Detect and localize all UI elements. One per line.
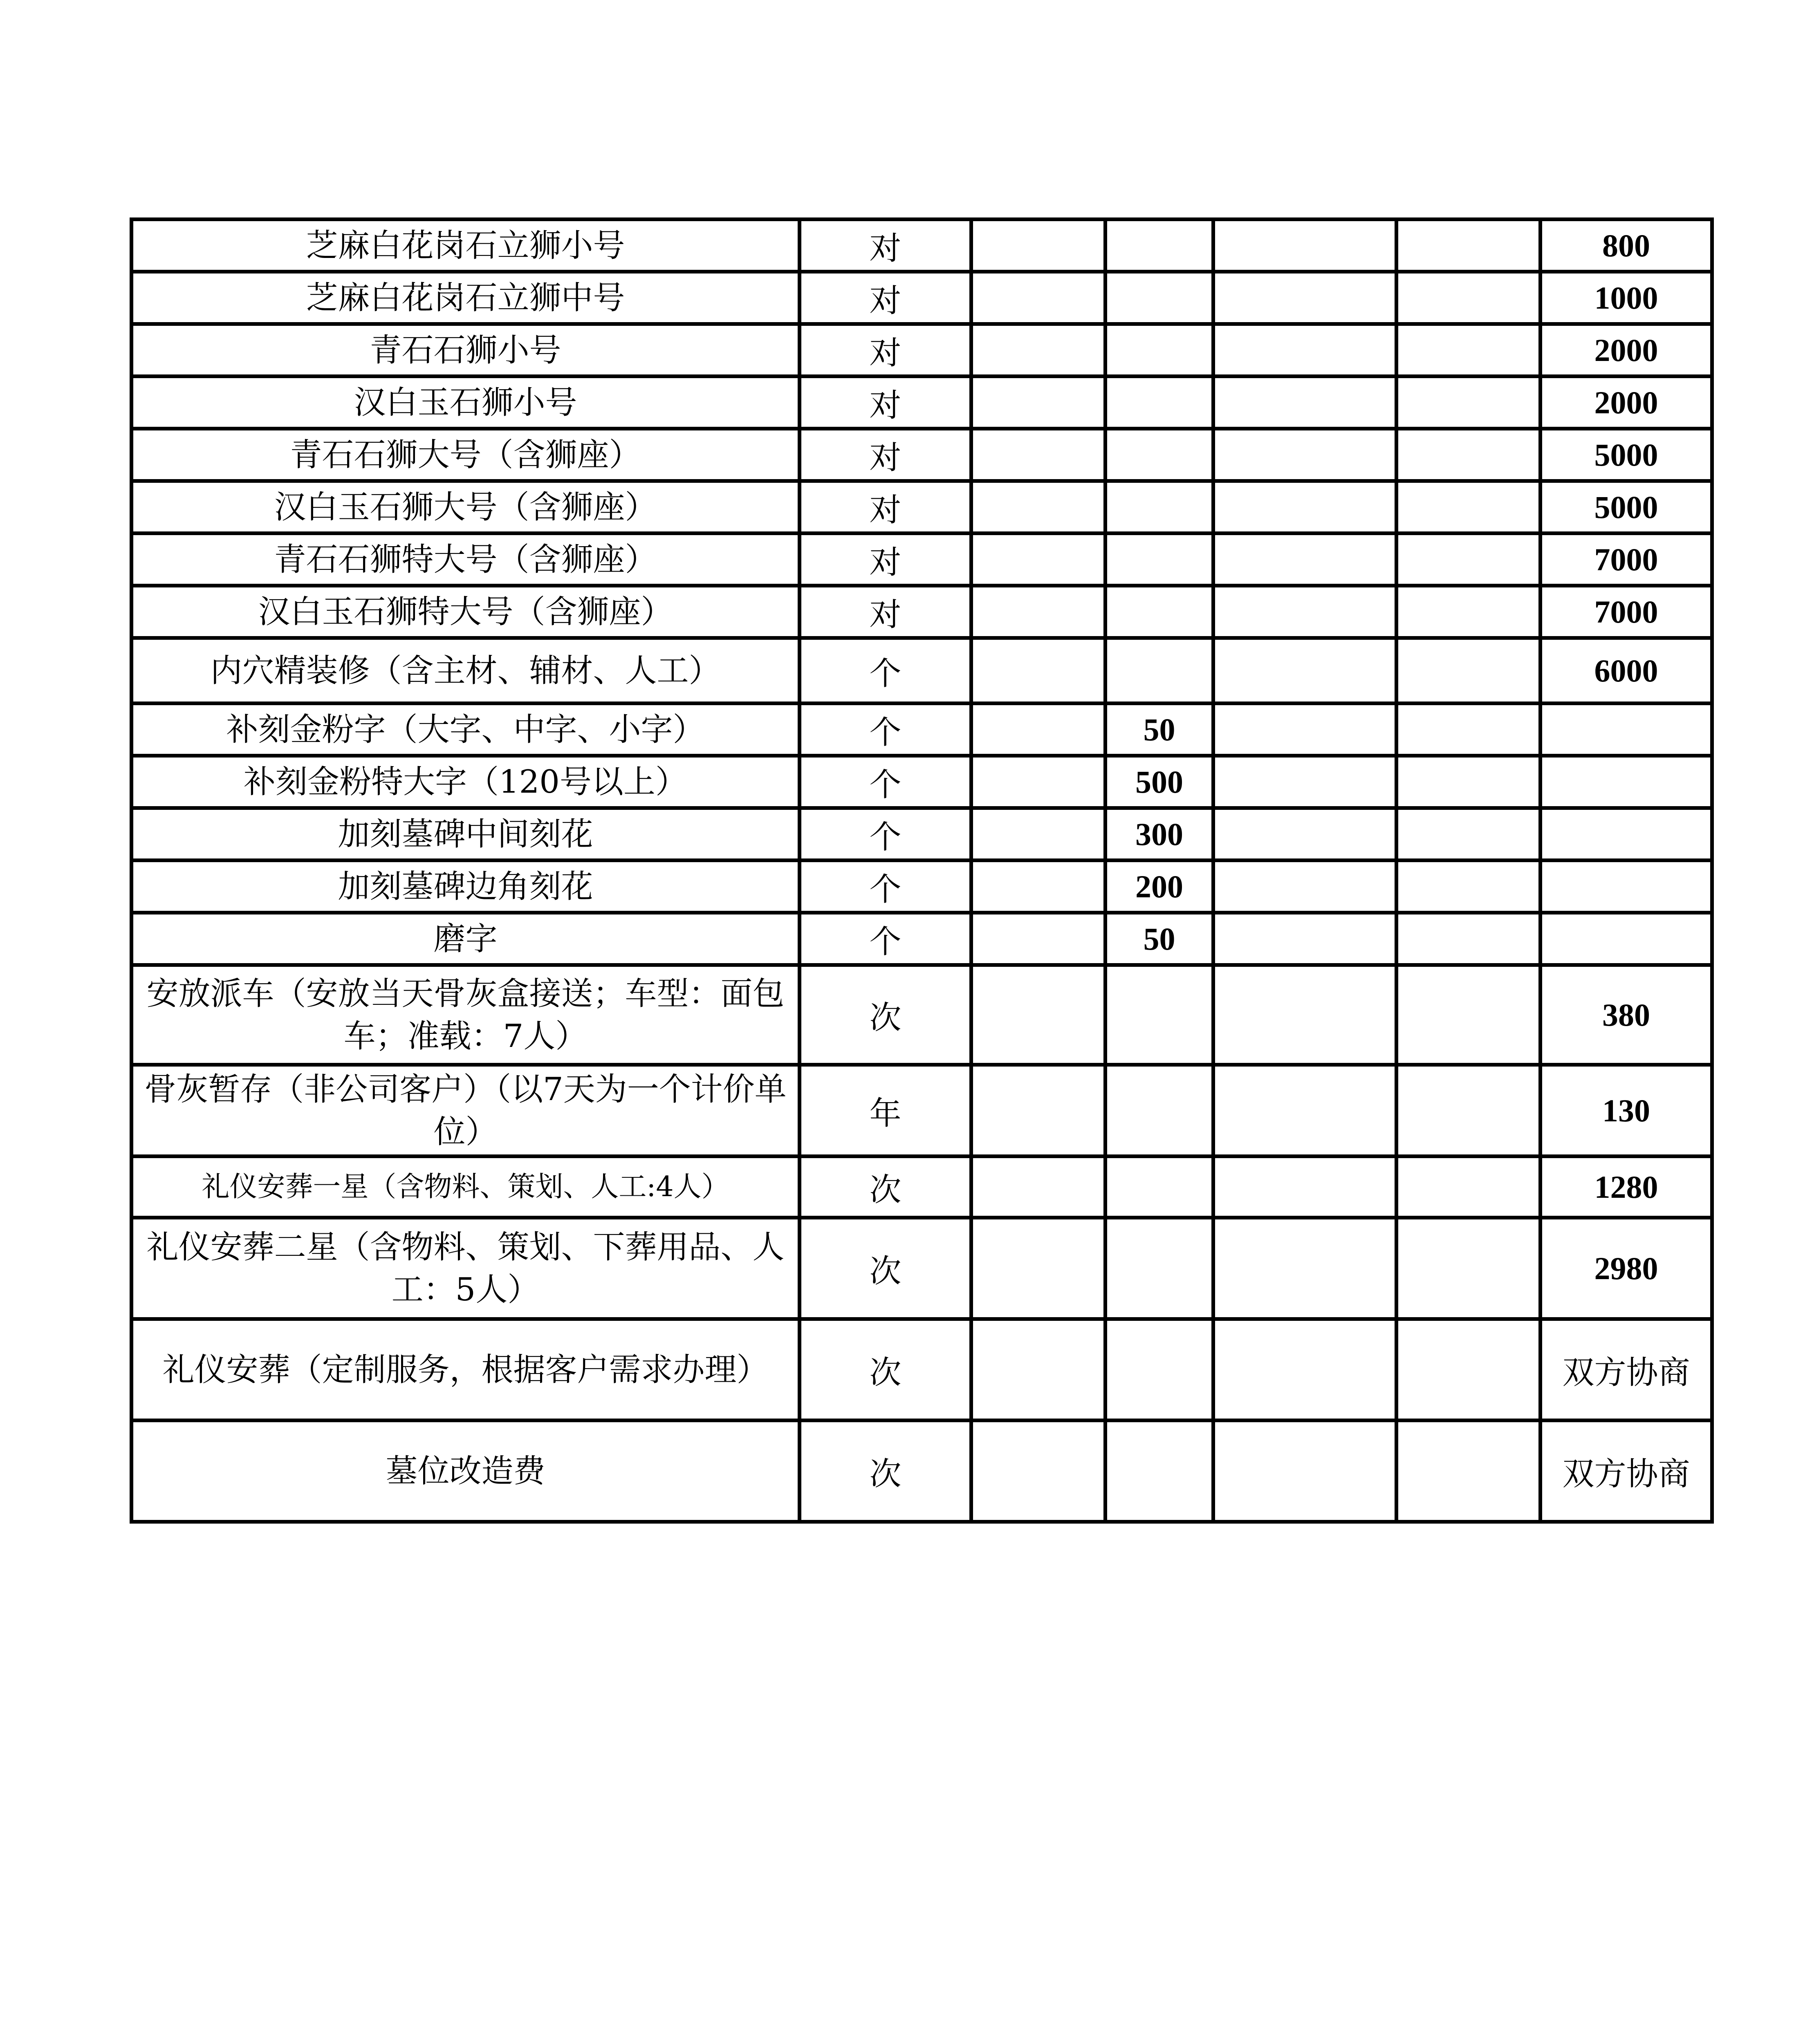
value-cell	[1397, 586, 1541, 638]
value-cell	[1213, 1421, 1397, 1522]
value-cell	[1397, 324, 1541, 377]
item-cell: 汉白玉石狮大号（含狮座）	[132, 481, 800, 533]
table-row	[132, 324, 1712, 377]
value-cell	[971, 965, 1106, 1065]
price-cell: 2000	[1541, 324, 1712, 377]
value-cell	[971, 1065, 1106, 1156]
table-row	[132, 638, 1712, 704]
value-cell	[971, 429, 1106, 481]
value-cell	[1106, 220, 1213, 272]
unit-cell: 次	[800, 965, 971, 1065]
value-cell	[1397, 913, 1541, 965]
item-cell: 加刻墓碑边角刻花	[132, 861, 800, 913]
table-row	[132, 1319, 1712, 1421]
value-cell	[1106, 1065, 1213, 1156]
item-cell: 汉白玉石狮小号	[132, 377, 800, 429]
value-cell	[1397, 965, 1541, 1065]
item-cell: 骨灰暂存（非公司客户）（以7天为一个计价单位）	[132, 1065, 800, 1156]
price-cell: 800	[1541, 220, 1712, 272]
value-cell	[1397, 533, 1541, 586]
item-cell: 礼仪安葬二星（含物料、策划、下葬用品、人工：5人）	[132, 1218, 800, 1319]
table-row	[132, 272, 1712, 324]
value-cell	[1397, 1065, 1541, 1156]
value-cell	[1397, 220, 1541, 272]
value-cell	[1106, 1218, 1213, 1319]
unit-cell: 次	[800, 1421, 971, 1522]
price-cell	[1541, 861, 1712, 913]
value-cell	[971, 1319, 1106, 1421]
value-cell	[971, 377, 1106, 429]
value-cell	[1397, 861, 1541, 913]
value-cell	[971, 913, 1106, 965]
price-cell: 2000	[1541, 377, 1712, 429]
item-cell: 安放派车（安放当天骨灰盒接送；车型：面包车；准载：7人）	[132, 965, 800, 1065]
value-cell	[1213, 324, 1397, 377]
value-cell	[1213, 1218, 1397, 1319]
price-cell: 380	[1541, 965, 1712, 1065]
item-cell: 内穴精装修（含主材、辅材、人工）	[132, 638, 800, 704]
value-cell	[1397, 1156, 1541, 1218]
value-cell	[1213, 861, 1397, 913]
price-cell: 7000	[1541, 586, 1712, 638]
table-row	[132, 756, 1712, 808]
value-cell: 500	[1106, 756, 1213, 808]
unit-cell: 个	[800, 756, 971, 808]
value-cell	[971, 756, 1106, 808]
value-cell	[1397, 704, 1541, 756]
unit-cell: 对	[800, 481, 971, 533]
unit-cell: 个	[800, 704, 971, 756]
value-cell	[1397, 377, 1541, 429]
value-cell	[1397, 481, 1541, 533]
price-cell: 6000	[1541, 638, 1712, 704]
item-cell: 青石石狮特大号（含狮座）	[132, 533, 800, 586]
value-cell	[971, 861, 1106, 913]
price-cell: 1000	[1541, 272, 1712, 324]
table-row	[132, 429, 1712, 481]
price-table	[130, 217, 1714, 1524]
value-cell	[1106, 965, 1213, 1065]
value-cell	[1106, 377, 1213, 429]
price-cell: 1280	[1541, 1156, 1712, 1218]
item-cell: 青石石狮大号（含狮座）	[132, 429, 800, 481]
value-cell	[971, 586, 1106, 638]
value-cell	[971, 324, 1106, 377]
value-cell	[971, 808, 1106, 861]
price-cell: 双方协商	[1541, 1421, 1712, 1522]
value-cell: 300	[1106, 808, 1213, 861]
item-cell: 青石石狮小号	[132, 324, 800, 377]
table-row	[132, 1065, 1712, 1156]
price-cell: 5000	[1541, 429, 1712, 481]
value-cell	[1397, 1218, 1541, 1319]
value-cell	[1397, 1421, 1541, 1522]
table-row	[132, 1156, 1712, 1218]
value-cell	[971, 1421, 1106, 1522]
value-cell	[1106, 1421, 1213, 1522]
table-row	[132, 586, 1712, 638]
value-cell	[1213, 808, 1397, 861]
unit-cell: 对	[800, 272, 971, 324]
table-row	[132, 377, 1712, 429]
value-cell	[1106, 638, 1213, 704]
value-cell	[1397, 638, 1541, 704]
price-cell: 双方协商	[1541, 1319, 1712, 1421]
table-row	[132, 808, 1712, 861]
table-row	[132, 1421, 1712, 1522]
value-cell: 50	[1106, 913, 1213, 965]
value-cell	[1397, 1319, 1541, 1421]
price-cell	[1541, 704, 1712, 756]
value-cell	[1106, 272, 1213, 324]
unit-cell: 对	[800, 220, 971, 272]
value-cell	[971, 481, 1106, 533]
value-cell	[971, 1156, 1106, 1218]
value-cell	[1397, 808, 1541, 861]
value-cell	[1106, 324, 1213, 377]
value-cell	[1213, 704, 1397, 756]
value-cell	[971, 220, 1106, 272]
value-cell	[1213, 638, 1397, 704]
value-cell	[1213, 965, 1397, 1065]
price-cell	[1541, 808, 1712, 861]
item-cell: 加刻墓碑中间刻花	[132, 808, 800, 861]
item-cell: 芝麻白花岗石立狮中号	[132, 272, 800, 324]
unit-cell: 次	[800, 1218, 971, 1319]
value-cell	[971, 704, 1106, 756]
item-cell: 汉白玉石狮特大号（含狮座）	[132, 586, 800, 638]
table-row	[132, 861, 1712, 913]
unit-cell: 次	[800, 1156, 971, 1218]
value-cell	[1213, 220, 1397, 272]
value-cell	[1213, 429, 1397, 481]
value-cell	[971, 533, 1106, 586]
value-cell	[1213, 1156, 1397, 1218]
item-cell: 补刻金粉字（大字、中字、小字）	[132, 704, 800, 756]
value-cell	[971, 272, 1106, 324]
price-cell	[1541, 756, 1712, 808]
unit-cell: 对	[800, 429, 971, 481]
value-cell	[971, 1218, 1106, 1319]
price-cell: 130	[1541, 1065, 1712, 1156]
table-row	[132, 704, 1712, 756]
unit-cell: 对	[800, 377, 971, 429]
unit-cell: 个	[800, 638, 971, 704]
value-cell	[1106, 1156, 1213, 1218]
item-cell: 礼仪安葬（定制服务，根据客户需求办理）	[132, 1319, 800, 1421]
price-cell	[1541, 913, 1712, 965]
table-row	[132, 913, 1712, 965]
table-body	[132, 220, 1712, 1522]
unit-cell: 次	[800, 1319, 971, 1421]
value-cell	[1213, 481, 1397, 533]
price-cell: 5000	[1541, 481, 1712, 533]
value-cell	[1397, 272, 1541, 324]
table-row	[132, 220, 1712, 272]
value-cell	[1106, 586, 1213, 638]
table-row	[132, 1218, 1712, 1319]
value-cell: 200	[1106, 861, 1213, 913]
value-cell	[1397, 756, 1541, 808]
value-cell	[1213, 756, 1397, 808]
table-row	[132, 481, 1712, 533]
unit-cell: 个	[800, 913, 971, 965]
value-cell	[1213, 533, 1397, 586]
item-cell: 礼仪安葬一星（含物料、策划、人工:4人）	[132, 1156, 800, 1218]
unit-cell: 对	[800, 586, 971, 638]
price-cell: 2980	[1541, 1218, 1712, 1319]
value-cell	[1106, 429, 1213, 481]
unit-cell: 个	[800, 861, 971, 913]
value-cell	[1213, 272, 1397, 324]
value-cell	[1106, 1319, 1213, 1421]
value-cell: 50	[1106, 704, 1213, 756]
item-cell: 墓位改造费	[132, 1421, 800, 1522]
value-cell	[1106, 481, 1213, 533]
item-cell: 补刻金粉特大字（120号以上）	[132, 756, 800, 808]
unit-cell: 对	[800, 533, 971, 586]
value-cell	[971, 638, 1106, 704]
value-cell	[1213, 1319, 1397, 1421]
item-cell: 芝麻白花岗石立狮小号	[132, 220, 800, 272]
value-cell	[1213, 586, 1397, 638]
table-row	[132, 965, 1712, 1065]
value-cell	[1213, 913, 1397, 965]
unit-cell: 年	[800, 1065, 971, 1156]
price-cell: 7000	[1541, 533, 1712, 586]
table-row	[132, 533, 1712, 586]
value-cell	[1397, 429, 1541, 481]
value-cell	[1213, 377, 1397, 429]
item-cell: 磨字	[132, 913, 800, 965]
value-cell	[1213, 1065, 1397, 1156]
value-cell	[1106, 533, 1213, 586]
unit-cell: 对	[800, 324, 971, 377]
unit-cell: 个	[800, 808, 971, 861]
